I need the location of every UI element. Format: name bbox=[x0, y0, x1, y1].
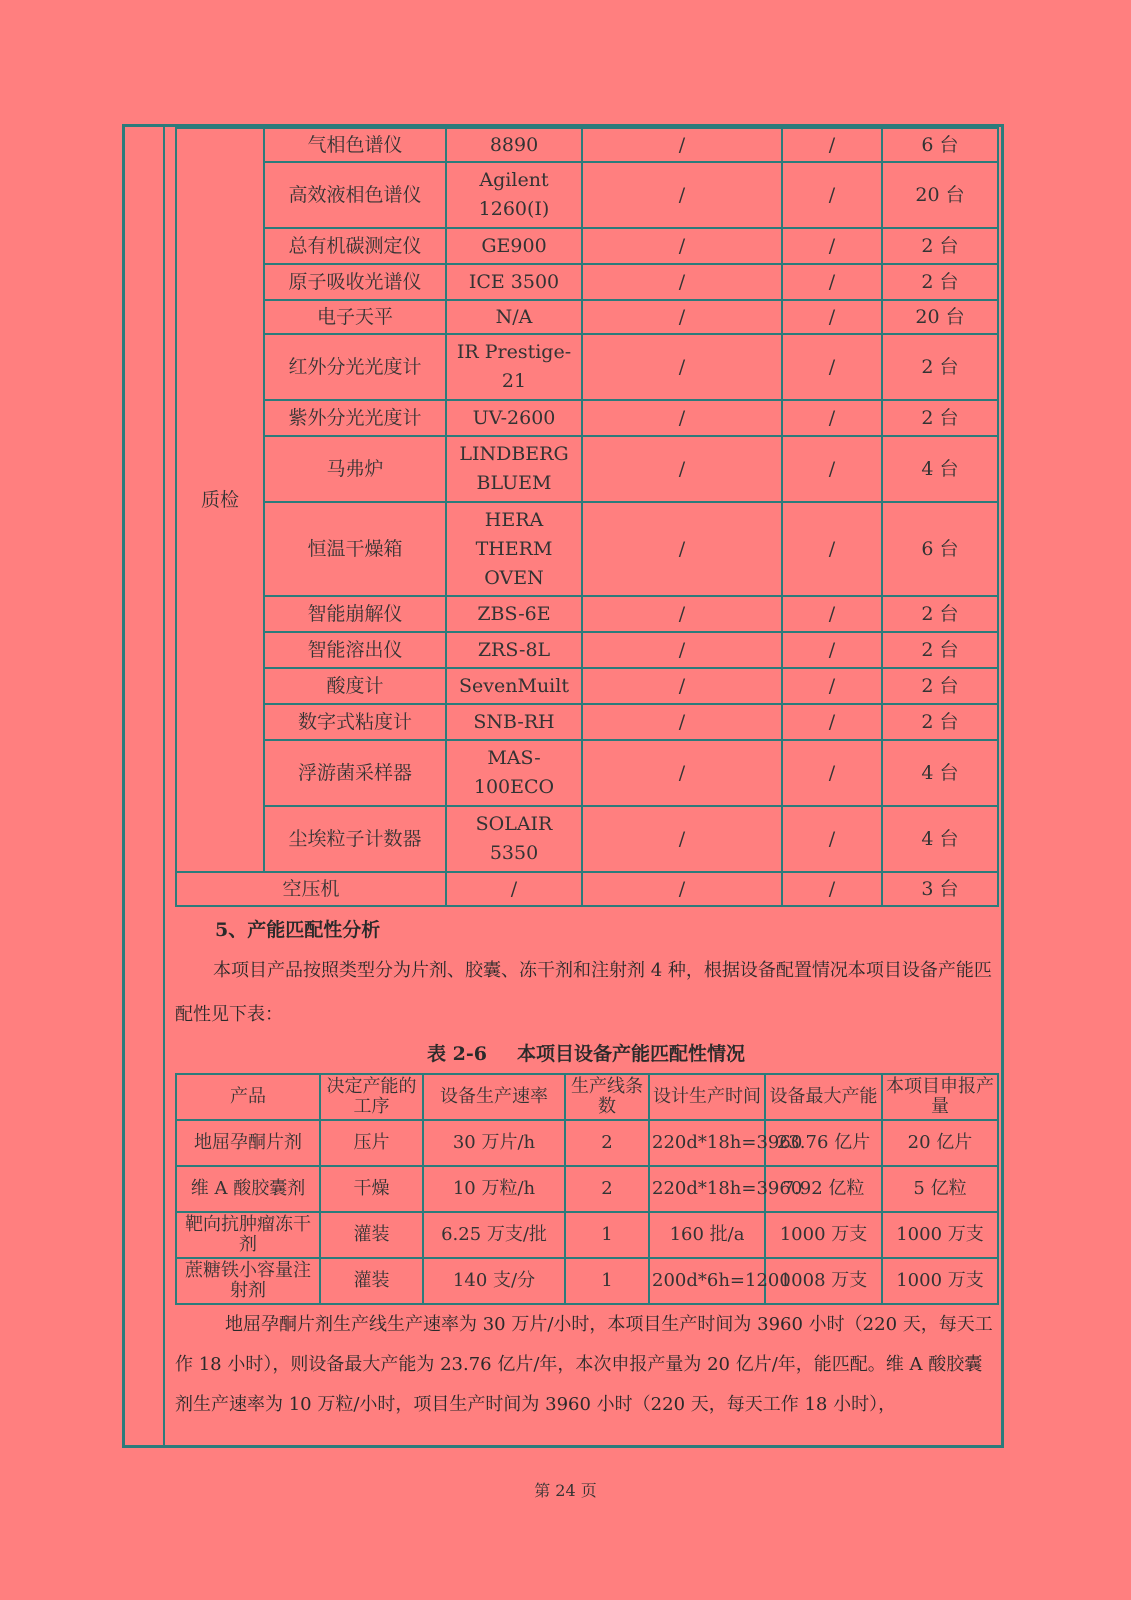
cell-qty: 2 台 bbox=[882, 400, 998, 436]
equipment-row bbox=[176, 704, 998, 740]
cell-model: Agilent 1260(I) bbox=[446, 162, 582, 228]
caption-title: 本项目设备产能匹配性情况 bbox=[516, 1043, 745, 1065]
table-caption bbox=[175, 1041, 997, 1067]
cell-c3: / bbox=[582, 162, 782, 228]
cell-model: N/A bbox=[446, 300, 582, 334]
cell-model: ICE 3500 bbox=[446, 264, 582, 300]
cell-model: 8890 bbox=[446, 128, 582, 162]
equipment-row bbox=[176, 502, 998, 596]
cell-c4: / bbox=[782, 436, 882, 502]
cell-c3: / bbox=[582, 300, 782, 334]
table-cell: 20 亿片 bbox=[882, 1120, 998, 1166]
analysis-paragraph: 地屈孕酮片剂生产线生产速率为 30 万片/小时，本项目生产时间为 3960 小时（220 天，每天工作 18 小时），则设备最大产能为 23.76 亿片/年，本次申报产量为 20 亿片/年，能匹配。维 A 酸胶囊剂生产速率为 10 万粒/小时，项目生产时间为 3960 小时（220 天，每天工作 18 小时）， bbox=[175, 1314, 993, 1415]
table-cell: 1 bbox=[565, 1212, 649, 1258]
cell-c4: / bbox=[782, 300, 882, 334]
cell-qty: 6 台 bbox=[882, 128, 998, 162]
cell-c4: / bbox=[782, 740, 882, 806]
table-cell: 2 bbox=[565, 1120, 649, 1166]
cell-name: 马弗炉 bbox=[264, 436, 446, 502]
equipment-row bbox=[176, 162, 998, 228]
header-cell: 设备生产速率 bbox=[423, 1074, 565, 1120]
table-cell: 维 A 酸胶囊剂 bbox=[176, 1166, 320, 1212]
cell-qty: 4 台 bbox=[882, 436, 998, 502]
equipment-row bbox=[176, 228, 998, 264]
cell-name: 浮游菌采样器 bbox=[264, 740, 446, 806]
cell-model: UV-2600 bbox=[446, 400, 582, 436]
cell-c3: / bbox=[582, 334, 782, 400]
equipment-row bbox=[176, 300, 998, 334]
cell-model: SevenMuilt bbox=[446, 668, 582, 704]
table-cell: 1 bbox=[565, 1258, 649, 1304]
cell-name: 气相色谱仪 bbox=[264, 128, 446, 162]
cell-qty: 4 台 bbox=[882, 806, 998, 872]
table-cell: 2 bbox=[565, 1166, 649, 1212]
cell-name: 空压机 bbox=[176, 872, 446, 906]
table-cell: 灌装 bbox=[320, 1258, 423, 1304]
cell-c3: / bbox=[582, 128, 782, 162]
cell-model: ZBS-6E bbox=[446, 596, 582, 632]
equipment-row bbox=[176, 128, 998, 162]
cell-qty: 3 台 bbox=[882, 872, 998, 906]
table-cell: 7.92 亿粒 bbox=[765, 1166, 882, 1212]
cell-c3: / bbox=[582, 704, 782, 740]
table-cell: 靶向抗肿瘤冻干剂 bbox=[176, 1212, 320, 1258]
equipment-row bbox=[176, 872, 998, 906]
cell-qty: 4 台 bbox=[882, 740, 998, 806]
table-cell: 1008 万支 bbox=[765, 1258, 882, 1304]
cell-c4: / bbox=[782, 502, 882, 596]
page-number: 第 24 页 bbox=[534, 1481, 597, 1500]
equipment-row bbox=[176, 668, 998, 704]
cell-name: 原子吸收光谱仪 bbox=[264, 264, 446, 300]
cell-c4: / bbox=[782, 334, 882, 400]
group-label: 质检 bbox=[176, 128, 264, 872]
cell-name: 紫外分光光度计 bbox=[264, 400, 446, 436]
cell-qty: 2 台 bbox=[882, 632, 998, 668]
table-cell: 蔗糖铁小容量注射剂 bbox=[176, 1258, 320, 1304]
cell-c3: / bbox=[582, 632, 782, 668]
equipment-row bbox=[176, 740, 998, 806]
cell-name: 智能崩解仪 bbox=[264, 596, 446, 632]
capacity-table bbox=[175, 1073, 999, 1305]
cell-c3: / bbox=[582, 806, 782, 872]
cell-qty: 2 台 bbox=[882, 264, 998, 300]
cell-c4: / bbox=[782, 632, 882, 668]
cell-qty: 2 台 bbox=[882, 596, 998, 632]
cell-model: ZRS-8L bbox=[446, 632, 582, 668]
cell-name: 红外分光光度计 bbox=[264, 334, 446, 400]
equipment-row bbox=[176, 632, 998, 668]
cell-model: MAS-100ECO bbox=[446, 740, 582, 806]
table-cell: 160 批/a bbox=[649, 1212, 765, 1258]
cell-name: 数字式粘度计 bbox=[264, 704, 446, 740]
table-cell: 1000 万支 bbox=[765, 1212, 882, 1258]
header-cell: 本项目申报产量 bbox=[882, 1074, 998, 1120]
cell-c3: / bbox=[582, 740, 782, 806]
header-cell: 决定产能的工序 bbox=[320, 1074, 423, 1120]
table-cell: 1000 万支 bbox=[882, 1258, 998, 1304]
cell-name: 酸度计 bbox=[264, 668, 446, 704]
cell-qty: 2 台 bbox=[882, 704, 998, 740]
cell-c3: / bbox=[582, 872, 782, 906]
table-cell: 220d*18h=3960 bbox=[649, 1166, 765, 1212]
cell-c4: / bbox=[782, 596, 882, 632]
equipment-row bbox=[176, 806, 998, 872]
cell-model: IR Prestige-21 bbox=[446, 334, 582, 400]
cell-c4: / bbox=[782, 668, 882, 704]
table-cell: 6.25 万支/批 bbox=[423, 1212, 565, 1258]
equipment-row bbox=[176, 334, 998, 400]
table-row bbox=[176, 1166, 998, 1212]
cell-c4: / bbox=[782, 162, 882, 228]
cell-qty: 20 台 bbox=[882, 300, 998, 334]
header-cell: 设计生产时间 bbox=[649, 1074, 765, 1120]
cell-qty: 20 台 bbox=[882, 162, 998, 228]
equipment-row bbox=[176, 264, 998, 300]
table-cell: 10 万粒/h bbox=[423, 1166, 565, 1212]
table-row bbox=[176, 1120, 998, 1166]
cell-name: 电子天平 bbox=[264, 300, 446, 334]
table-cell: 5 亿粒 bbox=[882, 1166, 998, 1212]
header-row bbox=[176, 1074, 998, 1120]
header-cell: 设备最大产能 bbox=[765, 1074, 882, 1120]
cell-model: HERA THERM OVEN bbox=[446, 502, 582, 596]
table-cell: 23.76 亿片 bbox=[765, 1120, 882, 1166]
cell-model: GE900 bbox=[446, 228, 582, 264]
cell-c4: / bbox=[782, 704, 882, 740]
cell-c4: / bbox=[782, 872, 882, 906]
header-cell: 产品 bbox=[176, 1074, 320, 1120]
cell-name: 智能溶出仪 bbox=[264, 632, 446, 668]
caption-number: 表 2-6 bbox=[427, 1043, 487, 1065]
intro-paragraph: 本项目产品按照类型分为片剂、胶囊、冻干剂和注射剂 4 种，根据设备配置情况本项目设备产能匹配性见下表： bbox=[175, 960, 992, 1025]
cell-c4: / bbox=[782, 264, 882, 300]
cell-c4: / bbox=[782, 806, 882, 872]
table-cell: 1000 万支 bbox=[882, 1212, 998, 1258]
cell-name: 尘埃粒子计数器 bbox=[264, 806, 446, 872]
equipment-table bbox=[175, 127, 999, 907]
cell-c3: / bbox=[582, 502, 782, 596]
table-cell: 220d*18h=3960 bbox=[649, 1120, 765, 1166]
cell-model: / bbox=[446, 872, 582, 906]
cell-model: SNB-RH bbox=[446, 704, 582, 740]
table-cell: 200d*6h=1200 bbox=[649, 1258, 765, 1304]
table-cell: 地屈孕酮片剂 bbox=[176, 1120, 320, 1166]
table-row bbox=[176, 1212, 998, 1258]
header-cell: 生产线条数 bbox=[565, 1074, 649, 1120]
cell-qty: 2 台 bbox=[882, 334, 998, 400]
cell-c3: / bbox=[582, 264, 782, 300]
table-row bbox=[176, 1258, 998, 1304]
cell-c3: / bbox=[582, 400, 782, 436]
cell-c4: / bbox=[782, 228, 882, 264]
cell-model: LINDBERG BLUEM bbox=[446, 436, 582, 502]
table-cell: 30 万片/h bbox=[423, 1120, 565, 1166]
cell-qty: 2 台 bbox=[882, 228, 998, 264]
table-cell: 压片 bbox=[320, 1120, 423, 1166]
table-cell: 干燥 bbox=[320, 1166, 423, 1212]
table-cell: 灌装 bbox=[320, 1212, 423, 1258]
cell-c3: / bbox=[582, 436, 782, 502]
cell-c3: / bbox=[582, 668, 782, 704]
margin-line bbox=[163, 126, 165, 1446]
table-cell: 140 支/分 bbox=[423, 1258, 565, 1304]
cell-c4: / bbox=[782, 128, 882, 162]
cell-name: 高效液相色谱仪 bbox=[264, 162, 446, 228]
cell-c3: / bbox=[582, 228, 782, 264]
equipment-row bbox=[176, 436, 998, 502]
cell-model: SOLAIR 5350 bbox=[446, 806, 582, 872]
cell-name: 总有机碳测定仪 bbox=[264, 228, 446, 264]
equipment-row bbox=[176, 596, 998, 632]
cell-qty: 2 台 bbox=[882, 668, 998, 704]
cell-qty: 6 台 bbox=[882, 502, 998, 596]
equipment-row bbox=[176, 400, 998, 436]
cell-c3: / bbox=[582, 596, 782, 632]
page-content bbox=[175, 127, 997, 1425]
cell-c4: / bbox=[782, 400, 882, 436]
section-title: 5、产能匹配性分析 bbox=[215, 919, 381, 941]
cell-name: 恒温干燥箱 bbox=[264, 502, 446, 596]
